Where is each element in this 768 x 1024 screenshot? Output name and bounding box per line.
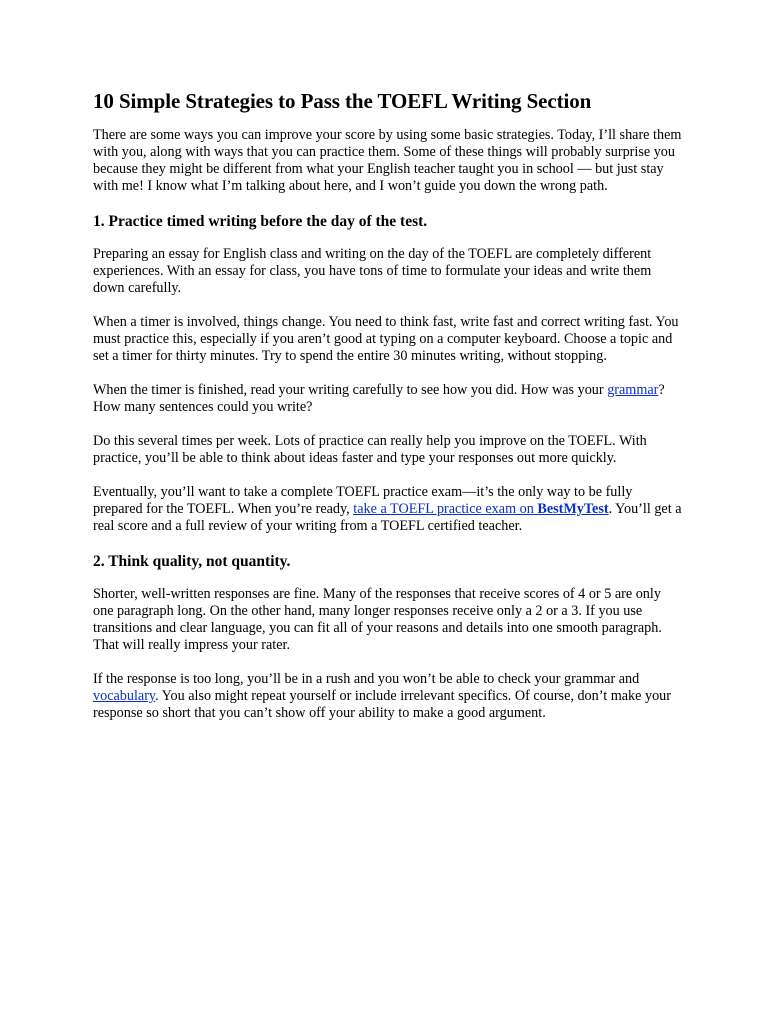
vocabulary-link[interactable]: vocabulary [93, 688, 156, 704]
section-2-heading: 2. Think quality, not quantity. [93, 553, 291, 570]
section-1-paragraph-4: Do this several times per week. Lots of practice can really help you improve on the TOEFL. With practice, you’ll be able to think about ideas faster and type your responses out more quickly. [93, 433, 647, 466]
text-span: . You’ll get a real score and a full review of your writing from a TOEFL certified teacher. [93, 501, 682, 534]
document-title: 10 Simple Strategies to Pass the TOEFL Writing Section [93, 89, 592, 113]
section-1-paragraph-1: Preparing an essay for English class and writing on the day of the TOEFL are completely different experiences. With an essay for class, you have tons of time to formulate your ideas and write them down carefully. [93, 246, 652, 296]
text-span: If the response is too long, you’ll be in a rush and you won’t be able to check your grammar and [93, 671, 640, 687]
text-span: When the timer is finished, read your writing carefully to see how you did. How was your [93, 382, 608, 398]
text-span: . You also might repeat yourself or include irrelevant specifics. Of course, don’t make your response so short that you can’t show off your ability to make a good argument. [93, 688, 671, 721]
section-2-paragraph-2 [93, 671, 683, 722]
bestmytest-link-text: BestMyTest [537, 501, 609, 517]
section-1-heading: 1. Practice timed writing before the day of the test. [93, 213, 428, 230]
document-page [93, 88, 683, 739]
section-1-paragraph-5 [93, 484, 683, 535]
practice-exam-link[interactable] [353, 501, 608, 517]
text-span: ? How many sentences could you write? [93, 382, 665, 415]
practice-exam-link-text: take a TOEFL practice exam on [353, 501, 534, 517]
section-1-paragraph-3 [93, 382, 683, 416]
section-1-paragraph-2: When a timer is involved, things change. You need to think fast, write fast and correct writing fast. You must practice this, especially if you aren’t good at typing on a computer keyboard. Choose a topic and set a timer for thirty minutes. Try to spend the entire 30 minutes writing, without stopping. [93, 314, 679, 364]
grammar-link[interactable]: grammar [607, 382, 659, 398]
intro-paragraph: There are some ways you can improve your score by using some basic strategies. Today, I’ll share them with you, along with ways that you can practice them. Some of these things will probably surprise you because they might be different from what your English teacher taught you in school — but just stay with me! I know what I’m talking about here, and I won’t guide you down the wrong path. [93, 127, 682, 194]
text-span: Eventually, you’ll want to take a complete TOEFL practice exam—it’s the only way to be fully prepared for the TOEFL. When you’re ready, [93, 484, 633, 517]
section-2-paragraph-1: Shorter, well-written responses are fine. Many of the responses that receive scores of 4 or 5 are only one paragraph long. On the other hand, many longer responses receive only a 2 or a 3. If you use transitions and clear language, you can fit all of your reasons and details into one smooth paragraph. That will really impress your rater. [93, 586, 662, 653]
